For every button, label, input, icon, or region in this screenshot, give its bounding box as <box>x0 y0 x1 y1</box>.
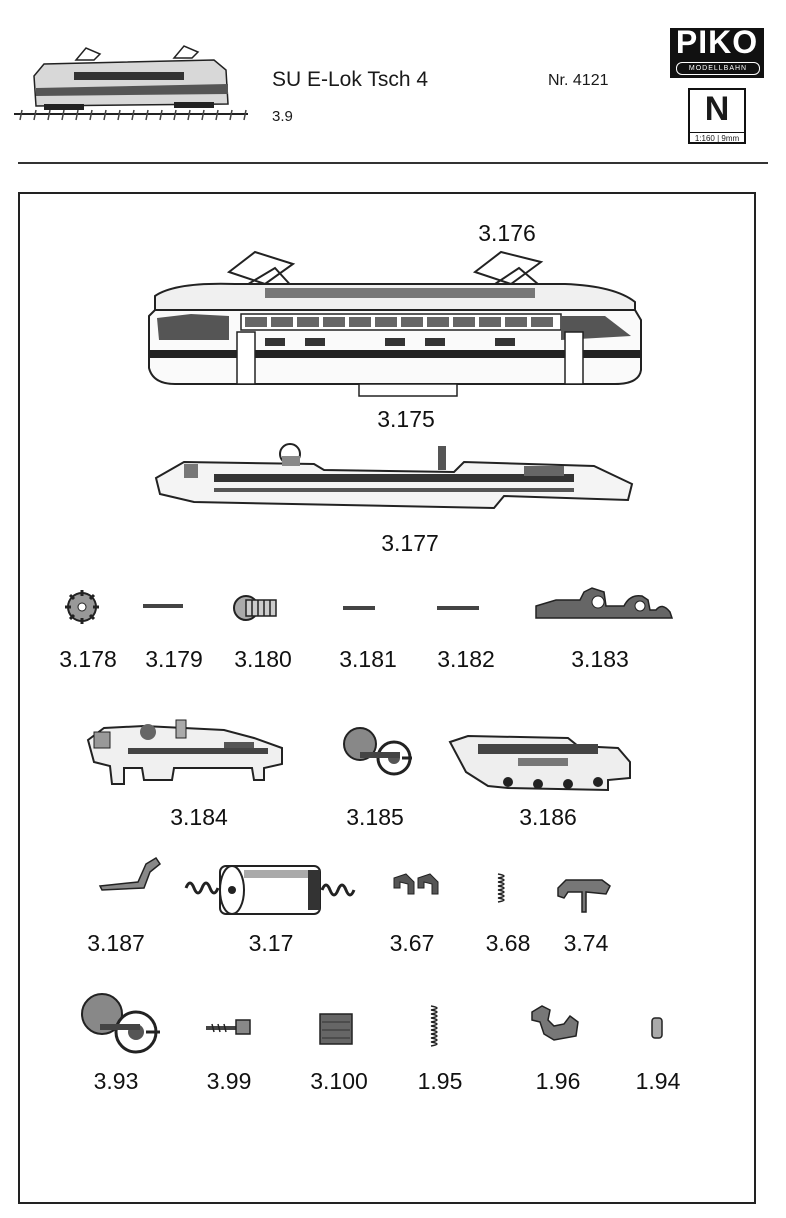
contact-plate-icon <box>534 586 674 622</box>
locomotive-body-icon <box>145 244 645 394</box>
part-label-3-182: 3.182 <box>437 646 495 672</box>
locomotive-thumbnail-icon <box>14 44 250 126</box>
bushing-icon <box>650 1016 664 1040</box>
part-label-3-175: 3.175 <box>377 406 435 432</box>
bogie-assembly-icon <box>84 718 286 786</box>
gear-wheel-icon <box>62 588 102 626</box>
short-pin-icon <box>342 604 376 612</box>
part-label-3-184: 3.184 <box>170 804 228 830</box>
part-label-3-178: 3.178 <box>59 646 117 672</box>
brand-tagline: MODELLBAHN <box>676 62 760 75</box>
part-label-3-99: 3.99 <box>206 1068 252 1094</box>
part-label-3-187: 3.187 <box>87 930 145 956</box>
part-label-3-177: 3.177 <box>381 530 439 556</box>
model-title: SU E-Lok Tsch 4 <box>272 68 429 91</box>
part-label-3-100: 3.100 <box>310 1068 368 1094</box>
part-label-3-93: 3.93 <box>93 1068 139 1094</box>
part-label-3-17: 3.17 <box>248 930 294 956</box>
part-label-3-186: 3.186 <box>519 804 577 830</box>
wheelset-icon <box>80 992 162 1056</box>
axle-pin-icon <box>142 602 184 610</box>
bogie-frame-icon <box>448 732 634 794</box>
part-label-3-180: 3.180 <box>234 646 292 672</box>
brush-clip-icon <box>392 872 440 898</box>
long-pin-icon <box>436 604 480 612</box>
sheet-number: 3.9 <box>272 108 293 125</box>
part-label-3-74: 3.74 <box>563 930 609 956</box>
part-label-3-181: 3.181 <box>339 646 397 672</box>
screw-icon <box>204 1018 254 1036</box>
weight-plate-icon <box>318 1012 354 1046</box>
part-label-3-185: 3.185 <box>346 804 404 830</box>
part-label-3-183: 3.183 <box>571 646 629 672</box>
coupler-icon <box>556 878 612 914</box>
part-label-1-94: 1.94 <box>635 1068 681 1094</box>
scale-text: 1:160 | 9mm <box>688 132 746 145</box>
scale-letter: N <box>704 90 730 128</box>
header-divider <box>18 162 768 164</box>
contact-bracket-icon <box>530 1004 580 1044</box>
part-label-1-95: 1.95 <box>417 1068 463 1094</box>
part-label-3-179: 3.179 <box>145 646 203 672</box>
part-label-3-176: 3.176 <box>478 220 536 246</box>
brand-name: PIKO <box>675 24 759 60</box>
worm-gear-icon <box>232 592 280 624</box>
part-label-3-67: 3.67 <box>389 930 435 956</box>
article-number: Nr. 4121 <box>548 72 609 89</box>
long-spring-icon <box>428 1004 446 1048</box>
part-label-3-68: 3.68 <box>485 930 531 956</box>
chassis-frame-icon <box>154 442 634 518</box>
motor-icon <box>184 858 356 922</box>
wheelset-gear-icon <box>340 722 414 784</box>
part-label-1-96: 1.96 <box>535 1068 581 1094</box>
coil-spring-icon <box>496 872 512 904</box>
contact-spring-icon <box>98 856 164 892</box>
